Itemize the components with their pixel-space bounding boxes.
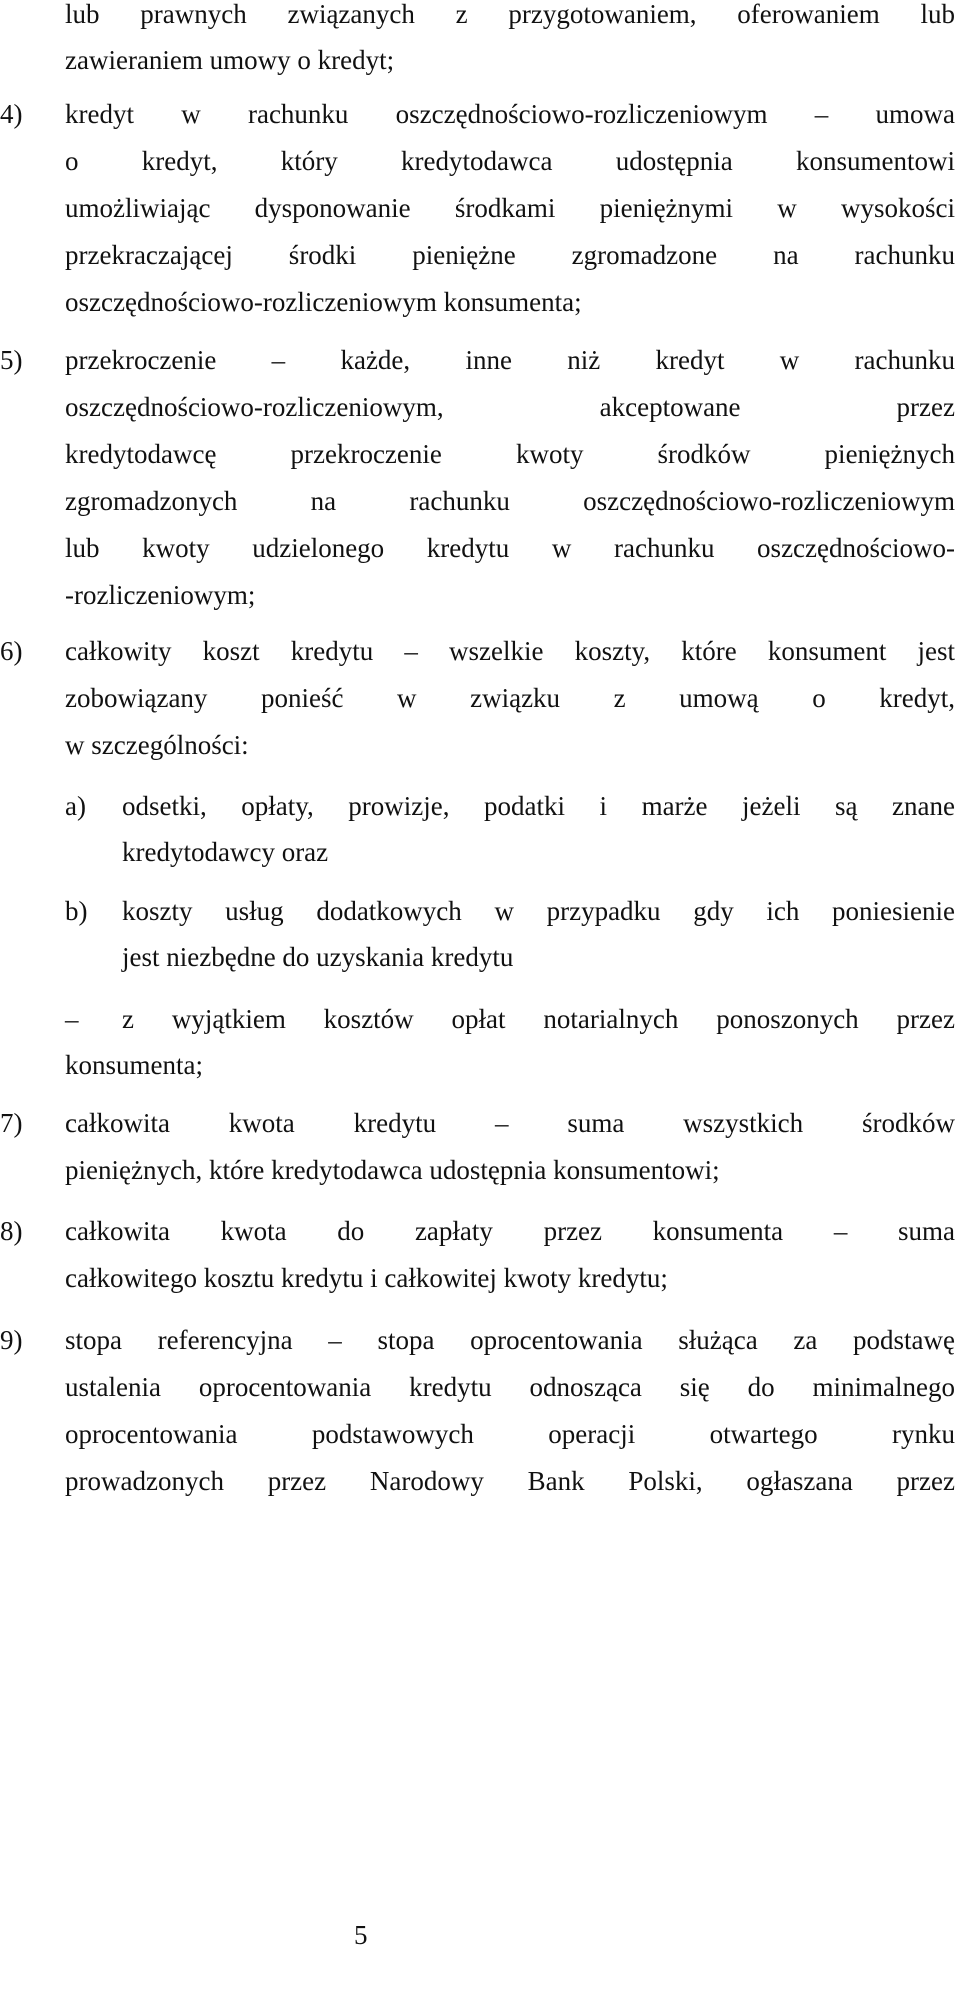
item-line: całkowity koszt kredytu – wszelkie koszty, które konsument jest — [65, 636, 955, 666]
subitem-line: odsetki, opłaty, prowizje, podatki i marże jeżeli są znane — [122, 791, 955, 821]
page-number: 5 — [354, 1920, 368, 1950]
subitem-letter: b) — [65, 896, 88, 926]
closing-dash: – — [65, 1004, 79, 1034]
item-number: 9) — [0, 1325, 23, 1355]
item-line: ustalenia oprocentowania kredytu odnosząca się do minimalnego — [65, 1372, 955, 1402]
item-line: stopa referencyjna – stopa oprocentowania służąca za podstawę — [65, 1325, 955, 1355]
item-line: oszczędnościowo-rozliczeniowym konsumenta; — [65, 287, 582, 317]
item-line: oszczędnościowo-rozliczeniowym, akceptowane przez — [65, 392, 955, 422]
item-number: 5) — [0, 345, 23, 375]
subitem-line: kredytodawcy oraz — [122, 837, 329, 867]
item-line: oprocentowania podstawowych operacji otwartego rynku — [65, 1419, 955, 1449]
item-line: całkowitego kosztu kredytu i całkowitej kwoty kredytu; — [65, 1263, 668, 1293]
item-line: o kredyt, który kredytodawca udostępnia konsumentowi — [65, 146, 955, 176]
item-line: przekraczającej środki pieniężne zgromadzone na rachunku — [65, 240, 955, 270]
item-number: 6) — [0, 636, 23, 666]
item-line: pieniężnych, które kredytodawca udostępnia konsumentowi; — [65, 1155, 720, 1185]
item-line: kredyt w rachunku oszczędnościowo-rozliczeniowym – umowa — [65, 99, 955, 129]
item-line: zgromadzonych na rachunku oszczędnościowo-rozliczeniowym — [65, 486, 955, 516]
subitem-letter: a) — [65, 791, 86, 821]
item-line: lub kwoty udzielonego kredytu w rachunku oszczędnościowo- — [65, 533, 955, 563]
closing-line: z wyjątkiem kosztów opłat notarialnych ponoszonych przez — [122, 1004, 955, 1034]
item-line: prowadzonych przez Narodowy Bank Polski, ogłaszana przez — [65, 1466, 955, 1496]
item-line: umożliwiając dysponowanie środkami pieniężnymi w wysokości — [65, 193, 955, 223]
item-line: całkowita kwota kredytu – suma wszystkich środków — [65, 1108, 955, 1138]
item-number: 8) — [0, 1216, 23, 1246]
item-number: 7) — [0, 1108, 23, 1138]
item-line: zobowiązany ponieść w związku z umową o kredyt, — [65, 683, 955, 713]
item-line: kredytodawcę przekroczenie kwoty środków pieniężnych — [65, 439, 955, 469]
intro-line: zawieraniem umowy o kredyt; — [65, 45, 395, 75]
item-line: w szczególności: — [65, 730, 249, 760]
closing-line: konsumenta; — [65, 1050, 203, 1080]
item-number: 4) — [0, 99, 23, 129]
intro-line: lub prawnych związanych z przygotowaniem, oferowaniem lub — [65, 0, 955, 29]
item-line: całkowita kwota do zapłaty przez konsumenta – suma — [65, 1216, 955, 1246]
subitem-line: koszty usług dodatkowych w przypadku gdy ich poniesienie — [122, 896, 955, 926]
item-line: przekroczenie – każde, inne niż kredyt w rachunku — [65, 345, 955, 375]
item-line: -rozliczeniowym; — [65, 580, 256, 610]
subitem-line: jest niezbędne do uzyskania kredytu — [122, 942, 514, 972]
